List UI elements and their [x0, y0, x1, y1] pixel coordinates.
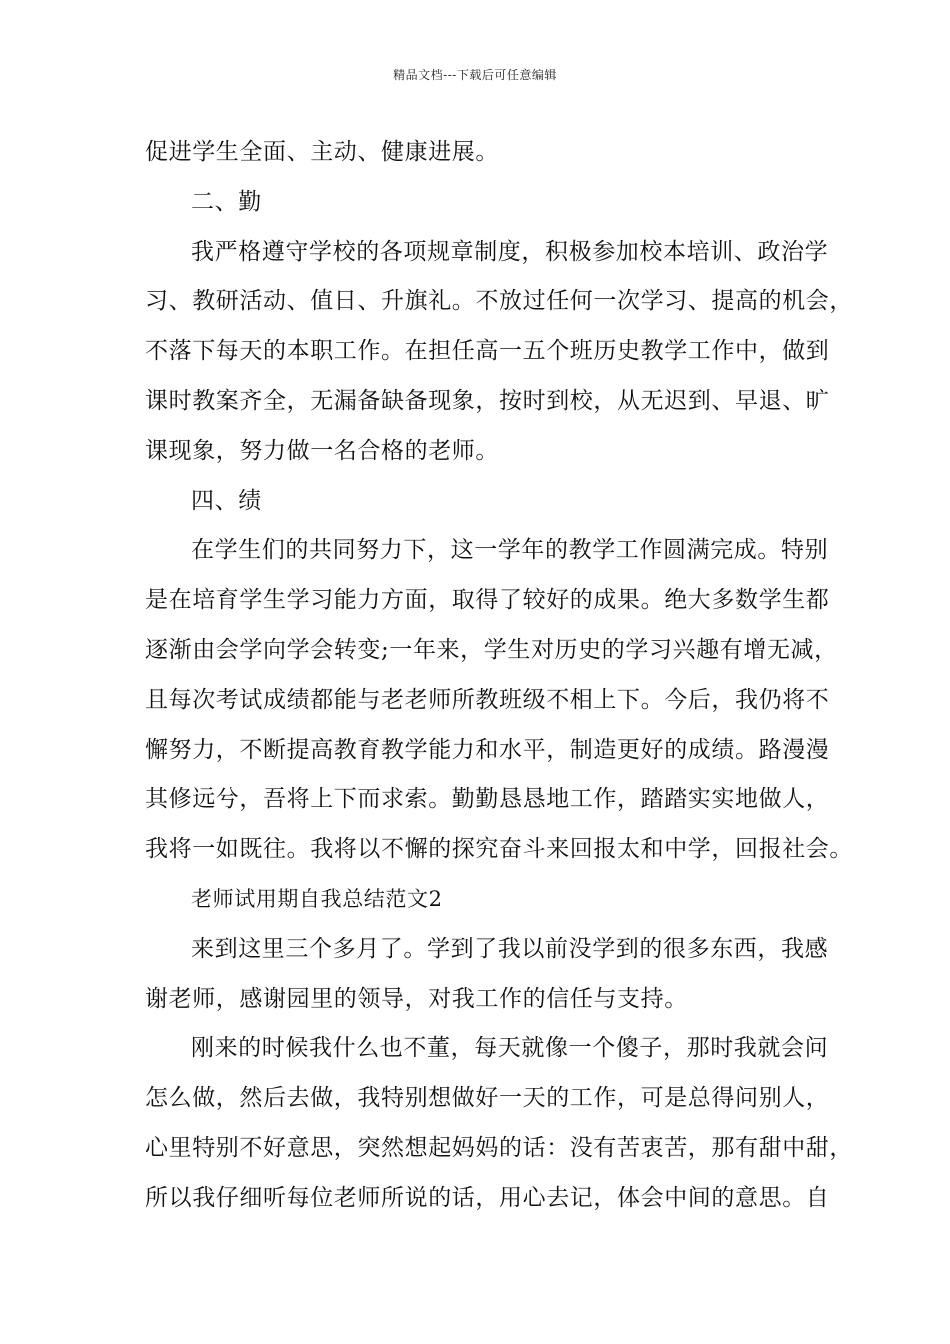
text-line: 怎么做，然后去做，我特别想做好一天的工作，可是总得问别人， — [145, 1085, 830, 1112]
text-line: 课时教案齐全，无漏备缺备现象，按时到校，从无迟到、早退、旷 — [145, 387, 830, 414]
document-body — [145, 128, 853, 1224]
article-title: 老师试用期自我总结范文2 — [191, 886, 443, 911]
text-line: 谢老师，感谢园里的领导，对我工作的信任与支持。 — [145, 985, 688, 1012]
text-line: 不落下每天的本职工作。在担任高一五个班历史教学工作中，做到 — [145, 338, 830, 365]
text-line: 懈努力，不断提高教育教学能力和水平，制造更好的成绩。路漫漫 — [145, 736, 830, 763]
text-line: 其修远兮，吾将上下而求索。勤勤恳恳地工作，踏踏实实地做人， — [145, 786, 830, 813]
text-line: 习、教研活动、值日、升旗礼。不放过任何一次学习、提高的机会， — [145, 288, 853, 315]
text-line: 来到这里三个多月了。学到了我以前没学到的很多东西，我感 — [191, 935, 829, 962]
page-header: 精品文档---下载后可任意编辑 — [393, 68, 557, 82]
text-line: 课现象，努力做一名合格的老师。 — [145, 437, 499, 464]
section-heading-diligence: 二、勤 — [191, 188, 262, 215]
text-line: 促进学生全面、主动、健康进展。 — [145, 139, 499, 165]
section-heading-achievement: 四、绩 — [191, 487, 262, 514]
text-line: 我将一如既往。我将以不懈的探究奋斗来回报太和中学，回报社会。 — [145, 836, 853, 863]
text-line: 是在培育学生学习能力方面，取得了较好的成果。绝大多数学生都 — [145, 587, 830, 614]
text-line: 在学生们的共同努力下，这一学年的教学工作圆满完成。特别 — [191, 537, 829, 564]
text-line: 刚来的时候我什么也不董，每天就像一个傻子，那时我就会问 — [191, 1035, 829, 1062]
text-line: 心里特别不好意思，突然想起妈妈的话：没有苦衷苦，那有甜中甜， — [145, 1134, 853, 1161]
text-line: 我严格遵守学校的各项规章制度，积极参加校本培训、政治学 — [191, 238, 829, 265]
text-line: 逐渐由会学向学会转变;一年来，学生对历史的学习兴趣有增无减， — [145, 636, 838, 663]
text-line: 所以我仔细听每位老师所说的话，用心去记，体会中间的意思。自 — [145, 1184, 830, 1211]
text-line: 且每次考试成绩都能与老老师所教班级不相上下。今后，我仍将不 — [145, 686, 830, 713]
